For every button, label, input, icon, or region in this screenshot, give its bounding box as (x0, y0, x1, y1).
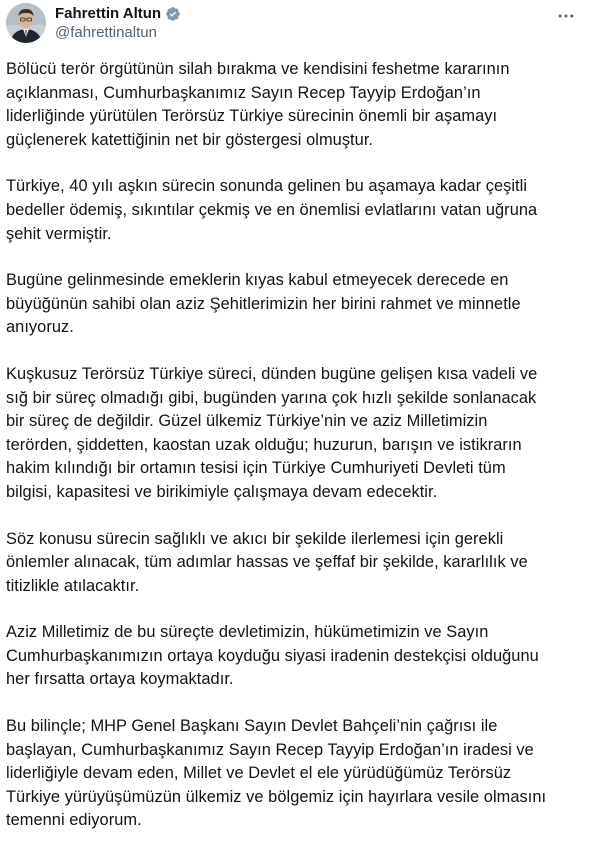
tweet-paragraph-7: Bu bilinçle; MHP Genel Başkanı Sayın Devlet Bahçeli’nin çağrısı ile başlayan, Cumhurbaşkanımız Sayın Recep Tayyip Erdoğan’ın iradesi ve liderliğiyle devam eden, Millet ve Devlet el ele yürüdüğümüz Terörsüz Türkiye yürüyüşümüzün ülkemiz ve bölgemiz için hayırlara vesile olmasını temenni ediyorum. (6, 717, 547, 830)
author-display-name[interactable]: Fahrettin Altun (55, 5, 162, 22)
tweet-text (6, 58, 582, 856)
author-handle[interactable]: @fahrettinaltun (55, 24, 157, 41)
verified-badge-icon[interactable] (165, 6, 181, 22)
tweet-header (0, 0, 591, 52)
more-options-icon[interactable] (551, 6, 581, 26)
avatar-portrait-icon (6, 3, 46, 43)
tweet-paragraph-1: Bölücü terör örgütünün silah bırakma ve kendisini feshetme kararının açıklanması, Cumhurbaşkanımız Sayın Recep Tayyip Erdoğan’ın liderliğinde yürütülen Terörsüz Türkiye sürecinin önemli bir aşamayı güçlenerek katettiğinin net bir göstergesi olmuştur. (6, 60, 510, 149)
tweet-paragraph-2: Türkiye, 40 yılı aşkın sürecin sonunda gelinen bu aşamaya kadar çeşitli bedeller ödemiş, sıkıntılar çekmiş ve en önemlisi evlatlarını vatan uğruna şehit vermiştir. (6, 177, 538, 243)
tweet-paragraph-6: Aziz Milletimiz de bu süreçte devletimizin, hükümetimizin ve Sayın Cumhurbaşkanımızın ortaya koyduğu siyasi iradenin destekçisi olduğunu her fırsatta ortaya koymaktadır. (6, 623, 539, 689)
tweet-paragraph-3: Bugüne gelinmesinde emeklerin kıyas kabul etmeyecek derecede en büyüğünün sahibi olan aziz Şehitlerimizin her birini rahmet ve minnetle anıyoruz. (6, 271, 521, 337)
tweet-paragraph-5: Söz konusu sürecin sağlıklı ve akıcı bir şekilde ilerlemesi için gerekli önlemler alınacak, tüm adımlar hassas ve şeffaf bir şekilde, kararlılık ve titizlikle atılacaktır. (6, 529, 528, 595)
tweet-paragraph-4: Kuşkusuz Terörsüz Türkiye süreci, dünden bugüne gelişen kısa vadeli ve sığ bir süreç olmadığı gibi, bugünden yarına çok hızlı şekilde sonlanacak bir süreç de değildir. Güzel ülkemiz Türkiye’nin ve aziz Milletimizin terörden, şiddetten, kaostan uzak olduğu; huzurun, barışın ve istikrarın hakim kılındığı bir ortamın tesisi için Türkiye Cumhuriyeti Devleti tüm bilgisi, kapasitesi ve birikimiyle çalışmaya devam edecektir. (6, 364, 538, 501)
author-name-row (55, 5, 181, 23)
profile-avatar[interactable] (6, 3, 46, 43)
